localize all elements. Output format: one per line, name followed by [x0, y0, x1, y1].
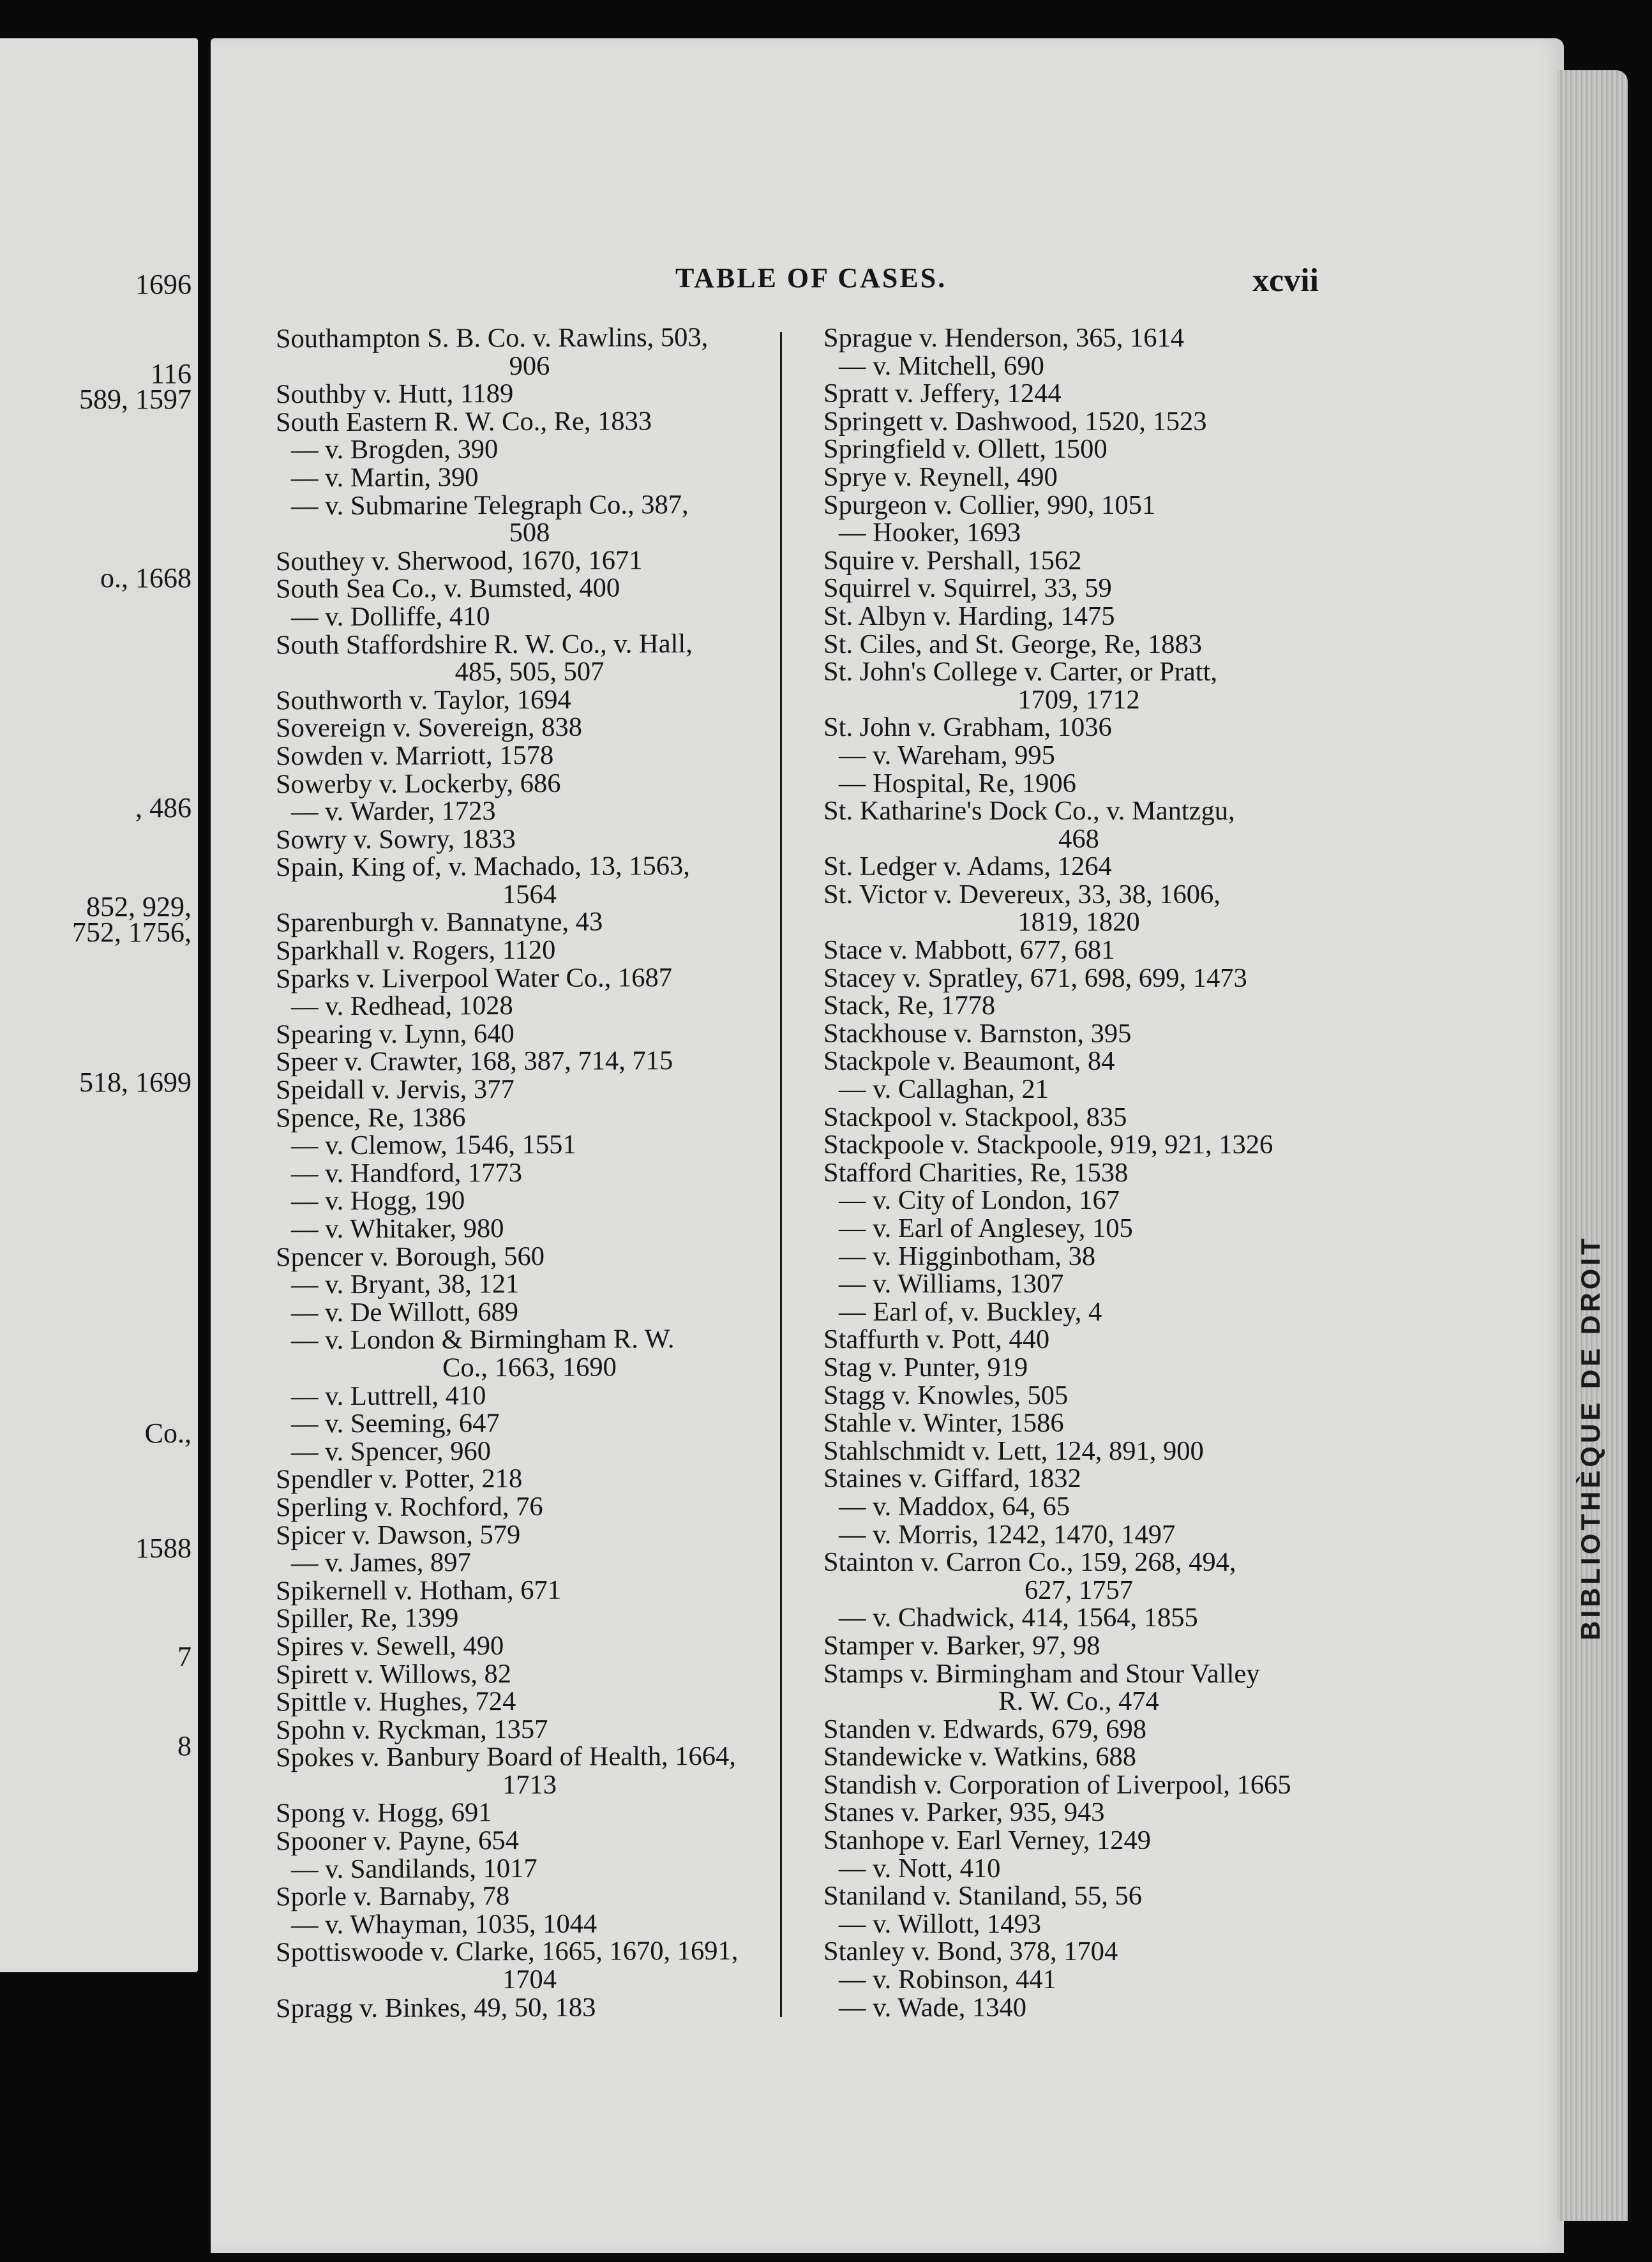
case-entry: Stahle v. Winter, 1586 — [823, 1408, 1064, 1439]
case-entry: Speer v. Crawter, 168, 387, 714, 715 — [276, 1045, 673, 1077]
case-entry: — v. Wade, 1340 — [839, 1992, 1027, 2023]
case-entry: — v. Sandilands, 1017 — [291, 1853, 537, 1884]
case-entry: Sparks v. Liverpool Water Co., 1687 — [276, 962, 673, 994]
case-entry: St. Albyn v. Harding, 1475 — [823, 601, 1115, 631]
case-entry: — v. London & Birmingham R. W. — [291, 1324, 675, 1356]
case-entry: — v. De Willott, 689 — [291, 1296, 518, 1328]
case-entry: — v. James, 897 — [291, 1547, 471, 1578]
case-entry: 1564 — [502, 879, 557, 910]
case-entry: — v. Whayman, 1035, 1044 — [291, 1908, 597, 1940]
case-entry: Spittle v. Hughes, 724 — [276, 1686, 516, 1718]
case-entry: Spiller, Re, 1399 — [276, 1603, 459, 1634]
case-entry: Spence, Re, 1386 — [276, 1102, 466, 1134]
case-entry: — v. Hogg, 190 — [291, 1185, 465, 1217]
case-entry: St. Ledger v. Adams, 1264 — [823, 851, 1112, 882]
case-entry: — v. Maddox, 64, 65 — [839, 1491, 1070, 1522]
facing-page-text: 518, 1699 — [79, 1067, 191, 1098]
case-entry: 1704 — [502, 1964, 557, 1995]
case-entry: St. Victor v. Devereux, 33, 38, 1606, — [823, 879, 1220, 910]
case-entry: 468 — [1058, 823, 1099, 854]
case-entry: Spain, King of, v. Machado, 13, 1563, — [276, 851, 690, 883]
case-entry: South Eastern R. W. Co., Re, 1833 — [276, 406, 652, 438]
case-entry: Southby v. Hutt, 1189 — [276, 378, 514, 410]
index-column-left — [276, 324, 783, 2023]
case-entry: Stack, Re, 1778 — [823, 991, 996, 1021]
case-entry: Springfield v. Ollett, 1500 — [823, 434, 1108, 465]
case-entry: Spirett v. Willows, 82 — [276, 1658, 511, 1689]
case-entry: Staniland v. Staniland, 55, 56 — [823, 1881, 1142, 1912]
case-entry: — v. Higginbotham, 38 — [839, 1241, 1096, 1271]
case-entry: — v. City of London, 167 — [839, 1185, 1120, 1216]
case-entry: Spong v. Hogg, 691 — [276, 1797, 492, 1829]
case-entry: Stahlschmidt v. Lett, 124, 891, 900 — [823, 1435, 1204, 1466]
case-entry: 485, 505, 507 — [454, 656, 604, 687]
case-entry: Spencer v. Borough, 560 — [276, 1241, 544, 1272]
case-entry: Spendler v. Potter, 218 — [276, 1464, 523, 1495]
case-entry: Staffurth v. Pott, 440 — [823, 1324, 1050, 1355]
case-entry: Springett v. Dashwood, 1520, 1523 — [823, 406, 1207, 437]
facing-page-text: 1696 — [135, 269, 191, 300]
case-entry: Co., 1663, 1690 — [442, 1352, 617, 1383]
case-entry: Southampton S. B. Co. v. Rawlins, 503, — [276, 322, 709, 354]
case-entry: — v. Wareham, 995 — [839, 740, 1055, 770]
case-entry: Spratt v. Jeffery, 1244 — [823, 378, 1062, 409]
case-entry: 906 — [509, 350, 550, 381]
case-entry: Stamper v. Barker, 97, 98 — [823, 1630, 1100, 1661]
case-entry: Spokes v. Banbury Board of Health, 1664, — [276, 1741, 736, 1773]
case-entry: — v. Submarine Telegraph Co., 387, — [291, 489, 689, 521]
case-entry: Stainton v. Carron Co., 159, 268, 494, — [823, 1547, 1236, 1578]
case-entry: Stackpoole v. Stackpoole, 919, 921, 1326 — [823, 1130, 1273, 1160]
case-entry: Spragg v. Binkes, 49, 50, 183 — [276, 1992, 596, 2024]
case-entry: — v. Williams, 1307 — [839, 1269, 1064, 1300]
case-entry: 1713 — [502, 1769, 557, 1801]
case-entry: Spottiswoode v. Clarke, 1665, 1670, 1691, — [276, 1936, 739, 1968]
case-entry: — v. Morris, 1242, 1470, 1497 — [839, 1519, 1176, 1550]
case-entry: — v. Robinson, 441 — [839, 1965, 1056, 1995]
case-entry: South Staffordshire R. W. Co., v. Hall, — [276, 628, 693, 660]
case-entry: Southworth v. Taylor, 1694 — [276, 684, 571, 716]
case-entry: — v. Bryant, 38, 121 — [291, 1269, 520, 1300]
case-entry: Stackpole v. Beaumont, 84 — [823, 1046, 1115, 1077]
facing-page-text: o., 1668 — [100, 562, 191, 594]
case-entry: — v. Handford, 1773 — [291, 1157, 522, 1189]
case-entry: St. John v. Grabham, 1036 — [823, 712, 1112, 743]
library-stamp — [1563, 887, 1633, 1640]
facing-page-text: Co., — [144, 1418, 191, 1449]
case-entry: — Hooker, 1693 — [839, 518, 1021, 548]
case-entry: — v. Dolliffe, 410 — [291, 601, 490, 633]
case-entry: — v. Nott, 410 — [839, 1853, 1001, 1884]
library-stamp-text: BIBLIOTHÈQUE DE DROIT — [1575, 1235, 1605, 1640]
case-entry: South Sea Co., v. Bumsted, 400 — [276, 573, 620, 604]
facing-page-text: , 486 — [135, 792, 191, 823]
case-entry: Stanley v. Bond, 378, 1704 — [823, 1936, 1118, 1967]
case-entry: Squire v. Pershall, 1562 — [823, 545, 1082, 576]
case-entry: Stace v. Mabbott, 677, 681 — [823, 935, 1115, 966]
case-entry: 1819, 1820 — [1017, 907, 1140, 938]
case-entry: Stagg v. Knowles, 505 — [823, 1380, 1069, 1411]
case-entry: Standewicke v. Watkins, 688 — [823, 1742, 1136, 1772]
facing-page-text: 752, 1756, — [72, 917, 191, 948]
case-entry: Spohn v. Ryckman, 1357 — [276, 1714, 548, 1746]
case-entry: Spicer v. Dawson, 579 — [276, 1519, 521, 1550]
case-entry: — Hospital, Re, 1906 — [839, 768, 1076, 798]
case-entry: — v. Whitaker, 980 — [291, 1213, 504, 1245]
column-divider — [780, 332, 782, 2017]
case-entry: — v. Seeming, 647 — [291, 1408, 500, 1439]
case-entry: Speidall v. Jervis, 377 — [276, 1074, 514, 1105]
facing-page-text: 8 — [177, 1730, 191, 1762]
case-entry: 627, 1757 — [1025, 1575, 1133, 1605]
case-entry: Stag v. Punter, 919 — [823, 1352, 1028, 1382]
case-entry: Spearing v. Lynn, 640 — [276, 1018, 514, 1050]
case-entry: Sparenburgh v. Bannatyne, 43 — [276, 907, 603, 938]
case-entry: Spooner v. Payne, 654 — [276, 1825, 519, 1857]
case-entry: Sovereign v. Sovereign, 838 — [276, 712, 583, 744]
running-head: TABLE OF CASES. — [675, 262, 947, 294]
case-entry: Sowden v. Marriott, 1578 — [276, 740, 554, 772]
case-entry: — v. Callaghan, 21 — [839, 1074, 1049, 1105]
case-entry: Stanes v. Parker, 935, 943 — [823, 1797, 1105, 1828]
case-entry: Sporle v. Barnaby, 78 — [276, 1881, 510, 1912]
case-entry: Southey v. Sherwood, 1670, 1671 — [276, 545, 643, 577]
case-entry: Stackhouse v. Barnston, 395 — [823, 1018, 1132, 1049]
case-entry: — v. Spencer, 960 — [291, 1435, 492, 1467]
case-entry: Spurgeon v. Collier, 990, 1051 — [823, 490, 1156, 520]
case-entry: Stackpool v. Stackpool, 835 — [823, 1102, 1127, 1132]
case-entry: Standish v. Corporation of Liverpool, 1665 — [823, 1769, 1291, 1800]
facing-page-fragment — [0, 38, 198, 1972]
case-entry: Sowerby v. Lockerby, 686 — [276, 768, 561, 799]
facing-page-text: 1588 — [135, 1532, 191, 1564]
case-entry: — v. Willott, 1493 — [839, 1908, 1042, 1939]
case-entry: 1709, 1712 — [1017, 684, 1140, 715]
case-entry: Spires v. Sewell, 490 — [276, 1631, 504, 1662]
case-entry: St. John's College v. Carter, or Pratt, — [823, 657, 1218, 687]
case-entry: Sparkhall v. Rogers, 1120 — [276, 934, 556, 966]
case-entry: 508 — [509, 518, 550, 548]
case-entry: R. W. Co., 474 — [998, 1686, 1159, 1717]
case-entry: — v. Warder, 1723 — [291, 796, 496, 827]
case-entry: — v. Clemow, 1546, 1551 — [291, 1129, 576, 1161]
case-entry: — v. Redhead, 1028 — [291, 991, 513, 1022]
case-entry: — v. Earl of Anglesey, 105 — [839, 1213, 1133, 1243]
case-entry: Sprye v. Reynell, 490 — [823, 461, 1058, 492]
case-entry: Stamps v. Birmingham and Stour Valley — [823, 1658, 1260, 1689]
case-entry: Spikernell v. Hotham, 671 — [276, 1575, 561, 1607]
index-column-right — [823, 324, 1334, 2021]
case-entry: Squirrel v. Squirrel, 33, 59 — [823, 573, 1112, 604]
case-entry: — Earl of, v. Buckley, 4 — [839, 1296, 1102, 1327]
case-entry: Stafford Charities, Re, 1538 — [823, 1157, 1129, 1188]
case-entry: St. Ciles, and St. George, Re, 1883 — [823, 629, 1203, 659]
facing-page-text: 589, 1597 — [79, 384, 191, 415]
case-entry: Stanhope v. Earl Verney, 1249 — [823, 1825, 1152, 1856]
case-entry: Sprague v. Henderson, 365, 1614 — [823, 323, 1184, 353]
case-entry: — v. Brogden, 390 — [291, 434, 499, 465]
page-number: xcvii — [1252, 262, 1319, 299]
facing-page-text: 7 — [177, 1641, 191, 1672]
facing-page-text: 116 — [150, 358, 191, 389]
case-entry: — v. Luttrell, 410 — [291, 1380, 486, 1411]
case-entry: — v. Martin, 390 — [291, 462, 479, 493]
case-entry: — v. Chadwick, 414, 1564, 1855 — [839, 1603, 1198, 1633]
case-entry: Sowry v. Sowry, 1833 — [276, 823, 516, 855]
case-entry: Sperling v. Rochford, 76 — [276, 1491, 543, 1523]
facing-page-text: 852, 929, — [86, 891, 191, 922]
case-entry: Standen v. Edwards, 679, 698 — [823, 1714, 1146, 1744]
case-entry: St. Katharine's Dock Co., v. Mantzgu, — [823, 796, 1235, 827]
case-entry: Staines v. Giffard, 1832 — [823, 1464, 1081, 1494]
case-entry: Stacey v. Spratley, 671, 698, 699, 1473 — [823, 962, 1247, 993]
case-entry: — v. Mitchell, 690 — [839, 350, 1044, 381]
